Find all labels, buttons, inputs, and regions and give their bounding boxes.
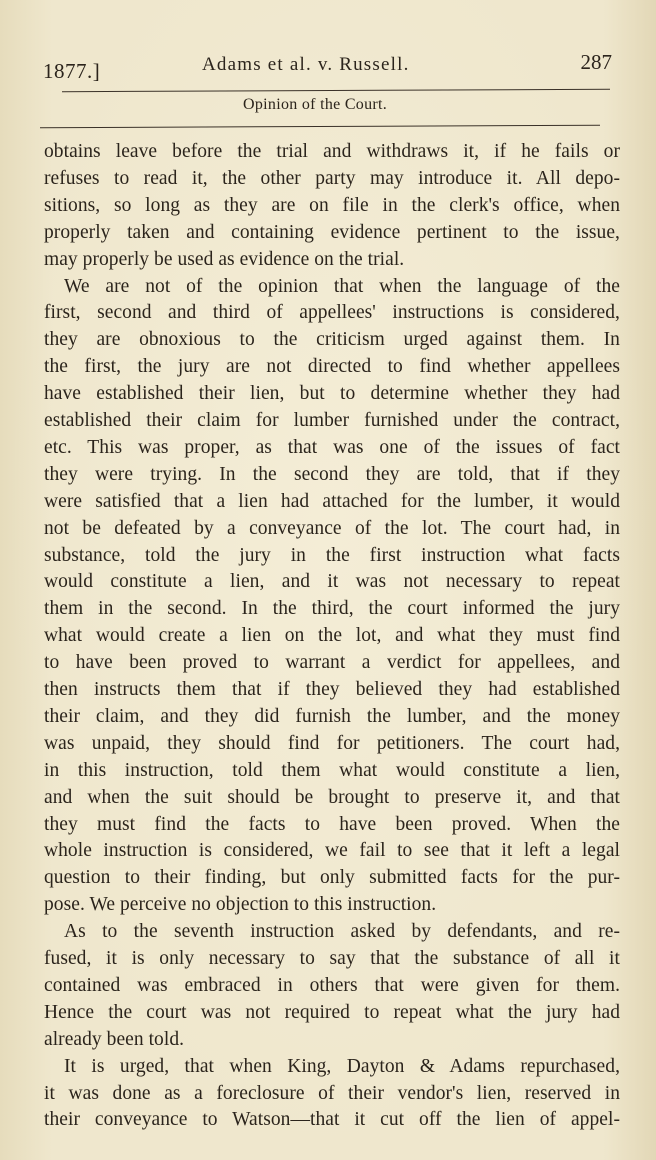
text-line: already been told. — [44, 1028, 185, 1050]
header-rule-top — [62, 89, 610, 92]
text-line: fused, it is only necessary to say that the substance of all it — [44, 948, 620, 969]
text-line: have established their lien, but to determine whether they had — [44, 383, 620, 405]
text-line: contained was embraced in others that were given for them. — [44, 974, 620, 996]
text-line: substance, told the jury in the first instruction what facts — [44, 544, 620, 566]
text-line: it was done as a foreclosure of their vendor's lien, reserved in — [44, 1082, 620, 1104]
text-line: them in the second. In the third, the court informed the jury — [44, 598, 620, 620]
text-line: first, second and third of appellees' instructions is considered, — [44, 302, 620, 324]
text-line: properly taken and containing evidence pertinent to the issue, — [44, 221, 620, 243]
case-title: Adams et al. v. Russell. — [202, 54, 410, 75]
text-line: then instructs them that if they believed they had established — [44, 679, 620, 700]
page-number: 287 — [580, 50, 612, 74]
text-line: obtains leave before the trial and withdraws it, if he fails or — [44, 141, 620, 162]
text-line: Hence the court was not required to repeat what the jury had — [44, 1001, 620, 1023]
year-label: 1877.] — [43, 59, 101, 83]
text-line: they were trying. In the second they are told, that if they — [44, 463, 620, 485]
text-line: whole instruction is considered, we fail to see that it left a legal — [44, 840, 620, 862]
text-line: It is urged, that when King, Dayton & Adams repurchased, — [64, 1055, 620, 1077]
section-heading: Opinion of the Court. — [243, 96, 388, 113]
header-rule-bottom — [40, 125, 600, 128]
text-line: We are not of the opinion that when the language of the — [64, 275, 620, 297]
text-line: the first, the jury are not directed to find whether appellees — [44, 356, 620, 378]
text-line: may properly be used as evidence on the trial. — [44, 248, 405, 270]
text-line: was unpaid, they should find for petitioners. The court had, — [44, 732, 620, 754]
text-line: question to their finding, but only submitted facts for the pur- — [44, 867, 620, 889]
text-line: were satisfied that a lien had attached for the lumber, it would — [44, 490, 620, 512]
text-line: they are obnoxious to the criticism urged against them. In — [44, 329, 620, 351]
text-line: etc. This was proper, as that was one of the issues of fact — [44, 436, 620, 458]
text-line: established their claim for lumber furnished under the contract, — [44, 410, 620, 431]
text-line: not be defeated by a conveyance of the lot. The court had, in — [44, 517, 620, 539]
text-line: would constitute a lien, and it was not necessary to repeat — [44, 571, 620, 593]
text-line: As to the seventh instruction asked by defendants, and re- — [64, 921, 620, 943]
text-line: their claim, and they did furnish the lumber, and the money — [44, 705, 620, 727]
text-line: what would create a lien on the lot, and what they must find — [44, 625, 620, 647]
text-line: to have been proved to warrant a verdict for appellees, and — [44, 652, 620, 674]
text-line: their conveyance to Watson—that it cut off the lien of appel- — [44, 1109, 620, 1131]
text-line: refuses to read it, the other party may introduce it. All depo- — [44, 167, 620, 189]
text-line: and when the suit should be brought to preserve it, and that — [44, 786, 620, 808]
text-line: sitions, so long as they are on file in the clerk's office, when — [44, 194, 620, 216]
text-line: pose. We perceive no objection to this instruction. — [44, 894, 437, 916]
running-head — [40, 50, 616, 82]
text-line: in this instruction, told them what would constitute a lien, — [44, 759, 620, 781]
text-line: they must find the facts to have been proved. When the — [44, 813, 620, 835]
